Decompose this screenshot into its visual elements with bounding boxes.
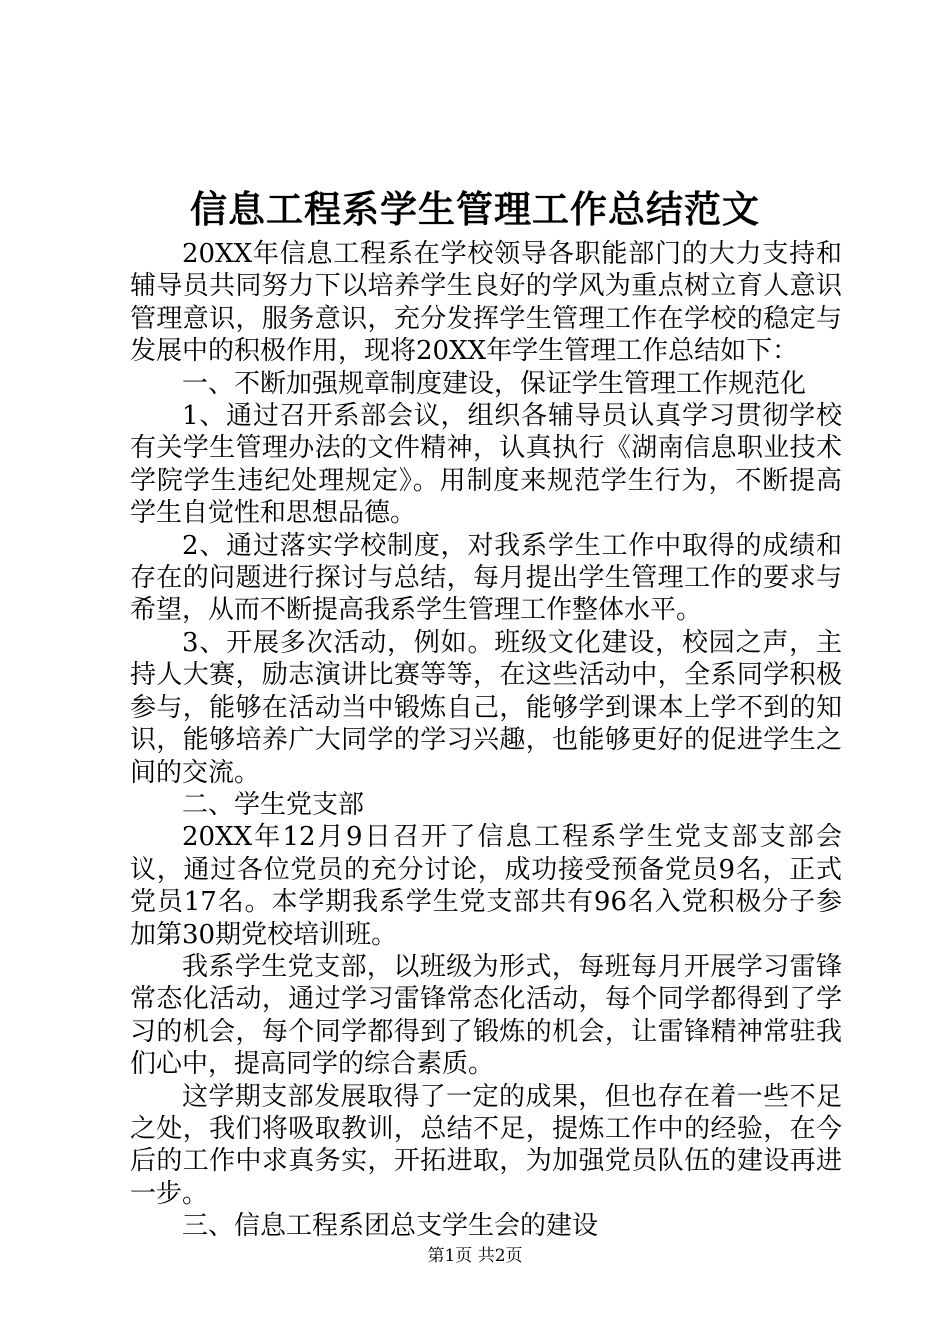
- party-summary-paragraph: 这学期支部发展取得了一定的成果，但也存在着一些不足之处，我们将吸取教训，总结不足，提炼工作中的经验，在今后的工作中求真务实，开拓进取，为加强党员队伍的建设再进一步。: [130, 1081, 842, 1209]
- item-paragraph-1: 1、通过召开系部会议，组织各辅导员认真学习贯彻学校有关学生管理办法的文件精神，认真执行《湖南信息职业技术学院学生违纪处理规定》。用制度来规范学生行为，不断提高学生自觉性和思想品德。: [130, 401, 842, 529]
- intro-paragraph: 20XX年信息工程系在学校领导各职能部门的大力支持和辅导员共同努力下以培养学生良好的学风为重点树立育人意识管理意识，服务意识，充分发挥学生管理工作在学校的稳定与发展中的积极作用，现将20XX年学生管理工作总结如下：: [130, 239, 842, 367]
- section-heading-2: 二、学生党支部: [182, 789, 365, 820]
- page-footer: 第1页 共2页: [427, 1246, 523, 1266]
- party-activity-paragraph: 我系学生党支部，以班级为形式，每班每月开展学习雷锋常态化活动，通过学习雷锋常态化活动，每个同学都得到了学习的机会，每个同学都得到了锻炼的机会，让雷锋精神常驻我们心中，提高同学的综合素质。: [130, 951, 842, 1080]
- section-heading-3: 三、信息工程系团总支学生会的建设: [182, 1211, 599, 1242]
- document-title: 信息工程系学生管理工作总结范文: [190, 187, 760, 231]
- party-meeting-paragraph: 20XX年12月9日召开了信息工程系学生党支部支部会议，通过各位党员的充分讨论，成功接受预备党员9名，正式党员17名。本学期我系学生党支部共有96名入党积极分子参加第30期党校培训班。: [130, 822, 842, 950]
- section-heading-1: 一、不断加强规章制度建设，保证学生管理工作规范化: [182, 368, 807, 399]
- document-body: [130, 238, 842, 1243]
- item-paragraph-3: 3、开展多次活动，例如。班级文化建设，校园之声，主持人大赛，励志演讲比赛等等，在这些活动中，全系同学积极参与，能够在活动当中锻炼自己，能够学到课本上学不到的知识，能够培养广大同学的学习兴趣，也能够更好的促进学生之间的交流。: [130, 627, 842, 788]
- item-paragraph-2: 2、通过落实学校制度，对我系学生工作中取得的成绩和存在的问题进行探讨与总结，每月提出学生管理工作的要求与希望，从而不断提高我系学生管理工作整体水平。: [130, 530, 842, 626]
